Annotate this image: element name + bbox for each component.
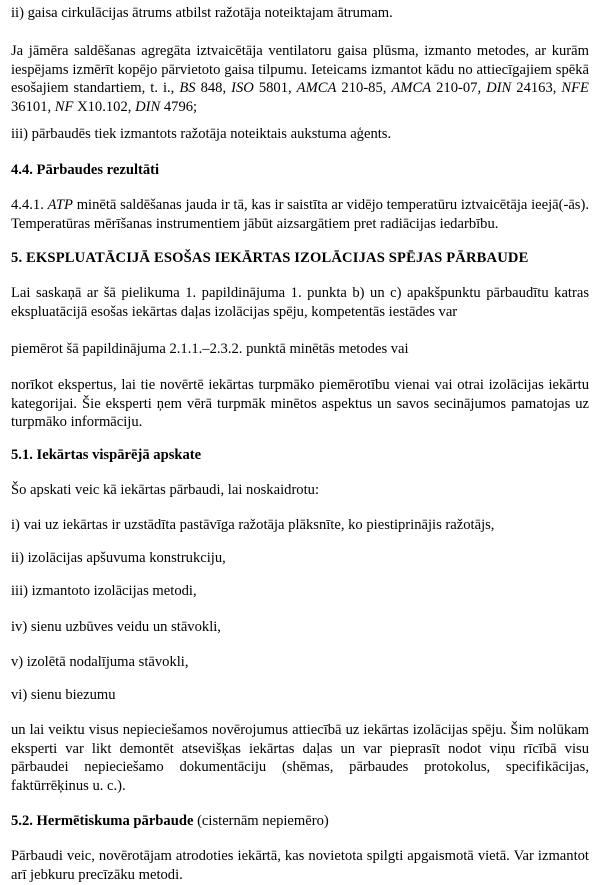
- standard-name: ISO: [231, 80, 254, 96]
- standard-number: 5801,: [253, 80, 297, 96]
- list-item: iii) izmantoto izolācijas metodi,: [11, 583, 197, 599]
- airtight-paragraph: Pārbaudi veic, novērotājam atrodoties iekārtā, kas novietota spilgti apgaismotā vietā. Var izmantot arī jebkuru precīzāku metodi.: [11, 848, 589, 883]
- refrigerant-paragraph: iii) pārbaudēs tiek izmantots ražotāja noteiktais aukstuma aģents.: [11, 126, 392, 142]
- standard-name: AMCA: [391, 80, 432, 96]
- airtight-heading: [11, 812, 329, 830]
- inspection-intro: Šo apskati veic kā iekārtas pārbaudi, lai noskaidrotu:: [11, 482, 320, 498]
- air-speed-paragraph: ii) gaisa cirkulācijas ātrums atbilst ražotāja noteiktajam ātrumam.: [11, 5, 393, 21]
- results-text: minētā saldēšanas jauda ir tā, kas ir saistīta ar vidējo temperatūru iztvaicētāja ieejā(-ās). Temperatūras mērīšanas instrumentiem jābūt aizsargātiem pret radiācijas iedarbību.: [11, 197, 589, 232]
- list-item: vi) sienu biezumu: [11, 687, 116, 703]
- list-item: i) vai uz iekārtas ir uzstādīta pastāvīga ražotāja plāksnīte, ko piestiprinājis ražotājs,: [11, 517, 495, 533]
- list-item: ii) izolācijas apšuvuma konstrukciju,: [11, 550, 226, 566]
- standard-number: X10.102,: [73, 98, 136, 115]
- inspection-heading: 5.1. Iekārtas vispārējā apskate: [11, 447, 202, 463]
- standard-name: NF: [54, 98, 74, 115]
- list-item: v) izolētā nodalījuma stāvokli,: [11, 654, 189, 670]
- standard-number: 848,: [195, 80, 232, 96]
- list-item: iv) sienu uzbūves veidu un stāvokli,: [11, 619, 221, 635]
- standard-number: 24163,: [511, 80, 562, 96]
- observations-paragraph: un lai veiktu visus nepieciešamos novērojumus attiecībā uz iekārtas izolācijas spēju. Šim nolūkam eksperti var likt demontēt atsevišķas iekārtas daļas un var pieprasīt nodot viņu rīcībā visu pārbaudei nepieciešamo dokumentāciju (shēmas, pārbaudes protokolus, specifikācijas, faktūrrēķinus u. c.).: [11, 722, 589, 794]
- atp-abbreviation: ATP: [47, 197, 73, 213]
- standard-number: 4796;: [160, 98, 198, 115]
- standard-number: 36101,: [11, 98, 55, 115]
- section-5-heading: 5. EKSPLUATĀCIJĀ ESOŠAS IEKĀRTAS IZOLĀCIJAS SPĒJAS PĀRBAUDE: [11, 250, 529, 266]
- intro-paragraph: Lai saskaņā ar šā pielikuma 1. papildinājuma 1. punkta b) un c) apakšpunktu pārbaudītu katras ekspluatācijā esošas iekārtas daļas izolācijas spēju, kompetentās iestādes var: [11, 285, 589, 320]
- standard-name: DIN: [135, 98, 161, 115]
- results-heading: 4.4. Pārbaudes rezultāti: [11, 162, 160, 178]
- fan-flow-paragraph: [11, 42, 589, 116]
- airtight-heading-title: 5.2. Hermētiskuma pārbaude: [11, 813, 194, 829]
- standard-number: 210-85,: [336, 80, 392, 96]
- fan-flow-text: Ja jāmēra saldēšanas agregāta iztvaicētāja ventilatoru gaisa plūsma, izmanto metodes, ar kurām iespējams izmērīt kopējo pārvietoto gaisa tilpumu. Ieteicams izmantot kādu no attiecīgajiem spēkā esošajiem standartiem, t. i.,: [11, 43, 589, 96]
- standard-name: DIN: [486, 80, 512, 96]
- standard-name: BS: [179, 80, 196, 96]
- standard-name: NFE: [561, 80, 589, 96]
- results-paragraph: [11, 196, 589, 233]
- experts-paragraph: norīkot ekspertus, lai tie novērtē iekārtas turpmāko piemērotību vienai vai otrai izolācijas iekārtu kategorijai. Šie eksperti ņem vērā turpmāk minētos aspektus un savos secinājumos pamatojas uz turpmāko informāciju.: [11, 377, 589, 430]
- standard-number: 210-07,: [431, 80, 487, 96]
- airtight-heading-note: (cisternām nepiemēro): [193, 813, 329, 829]
- standard-name: AMCA: [296, 80, 337, 96]
- apply-methods-paragraph: piemērot šā papildinājuma 2.1.1.–2.3.2. punktā minētās metodes vai: [11, 341, 409, 357]
- results-number: 4.4.1.: [11, 197, 48, 213]
